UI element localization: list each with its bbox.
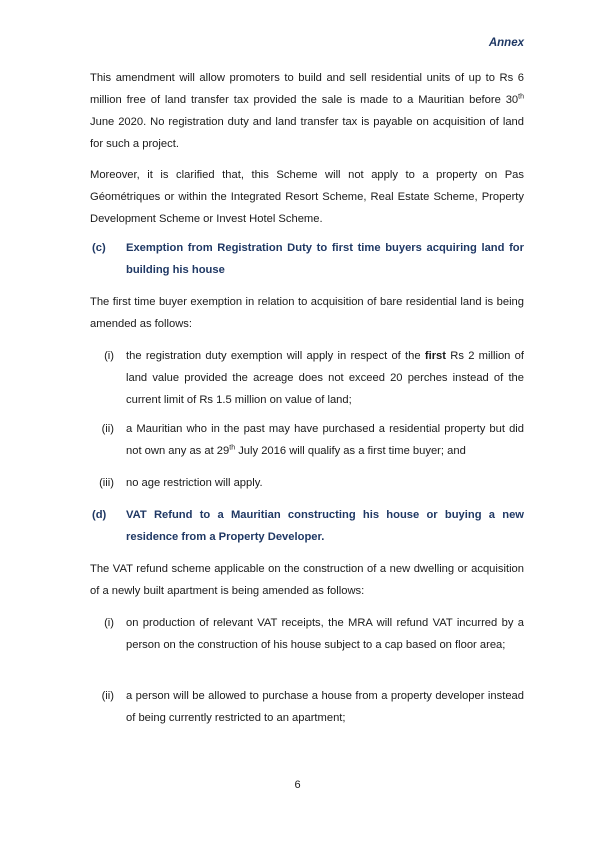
list-item-c-iii xyxy=(90,472,524,494)
section-title-c: Exemption from Registration Duty to first time buyers acquiring land for building his house xyxy=(126,242,524,276)
list-label: (ii) xyxy=(101,690,114,702)
paragraph-clarification: Moreover, it is clarified that, this Scheme will not apply to a property on Pas Géométriques or within the Integrated Resort Scheme, Real Estate Scheme, Property Development Scheme or Invest Hotel Scheme. xyxy=(90,169,524,225)
emphasis-first: first xyxy=(424,350,446,362)
list-item-text xyxy=(126,345,524,411)
annex-header: Annex xyxy=(488,37,524,49)
list-label: (i) xyxy=(104,350,114,362)
list-label: (i) xyxy=(104,617,114,629)
paragraph-vat-refund: The VAT refund scheme applicable on the construction of a new dwelling or acquisition of a newly built apartment is being amended as follows: xyxy=(90,563,524,597)
list-item-text-a: a Mauritian who in the past may have purchased a residential property but did not own any as at 29 xyxy=(126,423,524,457)
section-heading-c xyxy=(90,237,524,281)
list-item-text: no age restriction will apply. xyxy=(126,477,263,489)
list-label: (ii) xyxy=(101,423,114,435)
list-item-c-i xyxy=(90,345,524,411)
paragraph-amendment-text-b: June 2020. No registration duty and land transfer tax is payable on acquisition of land for such a project. xyxy=(90,116,524,150)
list-item-text-b: Rs 2 million of land value provided the acreage does not exceed 20 perches instead of the current limit of Rs 1.5 million on value of land; xyxy=(126,350,524,406)
list-label: (iii) xyxy=(99,477,114,489)
list-item-text-b: July 2016 will qualify as a first time buyer; and xyxy=(235,445,466,457)
page-number: 6 xyxy=(294,779,301,791)
list-item-text: a person will be allowed to purchase a house from a property developer instead of being currently restricted to an apartment; xyxy=(126,690,524,724)
list-item-c-ii xyxy=(90,418,524,462)
section-label-c: (c) xyxy=(92,242,106,254)
section-heading-d xyxy=(90,504,524,548)
section-title-d: VAT Refund to a Mauritian constructing his house or buying a new residence from a Property Developer. xyxy=(126,509,524,543)
section-label-d: (d) xyxy=(92,509,107,521)
list-item-d-ii xyxy=(90,685,524,729)
list-item-d-i xyxy=(90,612,524,656)
paragraph-amendment-text-a: This amendment will allow promoters to build and sell residential units of up to Rs 6 million free of land transfer tax provided the sale is made to a Mauritian before 30 xyxy=(90,72,524,106)
superscript-th: th xyxy=(229,444,236,452)
superscript-th: th xyxy=(518,93,524,101)
paragraph-first-time-buyer: The first time buyer exemption in relation to acquisition of bare residential land is being amended as follows: xyxy=(90,296,524,330)
list-item-text xyxy=(126,418,524,462)
list-item-text: on production of relevant VAT receipts, the MRA will refund VAT incurred by a person on the construction of his house subject to a cap based on floor area; xyxy=(126,617,524,651)
paragraph-amendment xyxy=(90,67,524,155)
list-item-text-a: the registration duty exemption will apply in respect of the xyxy=(126,350,425,362)
